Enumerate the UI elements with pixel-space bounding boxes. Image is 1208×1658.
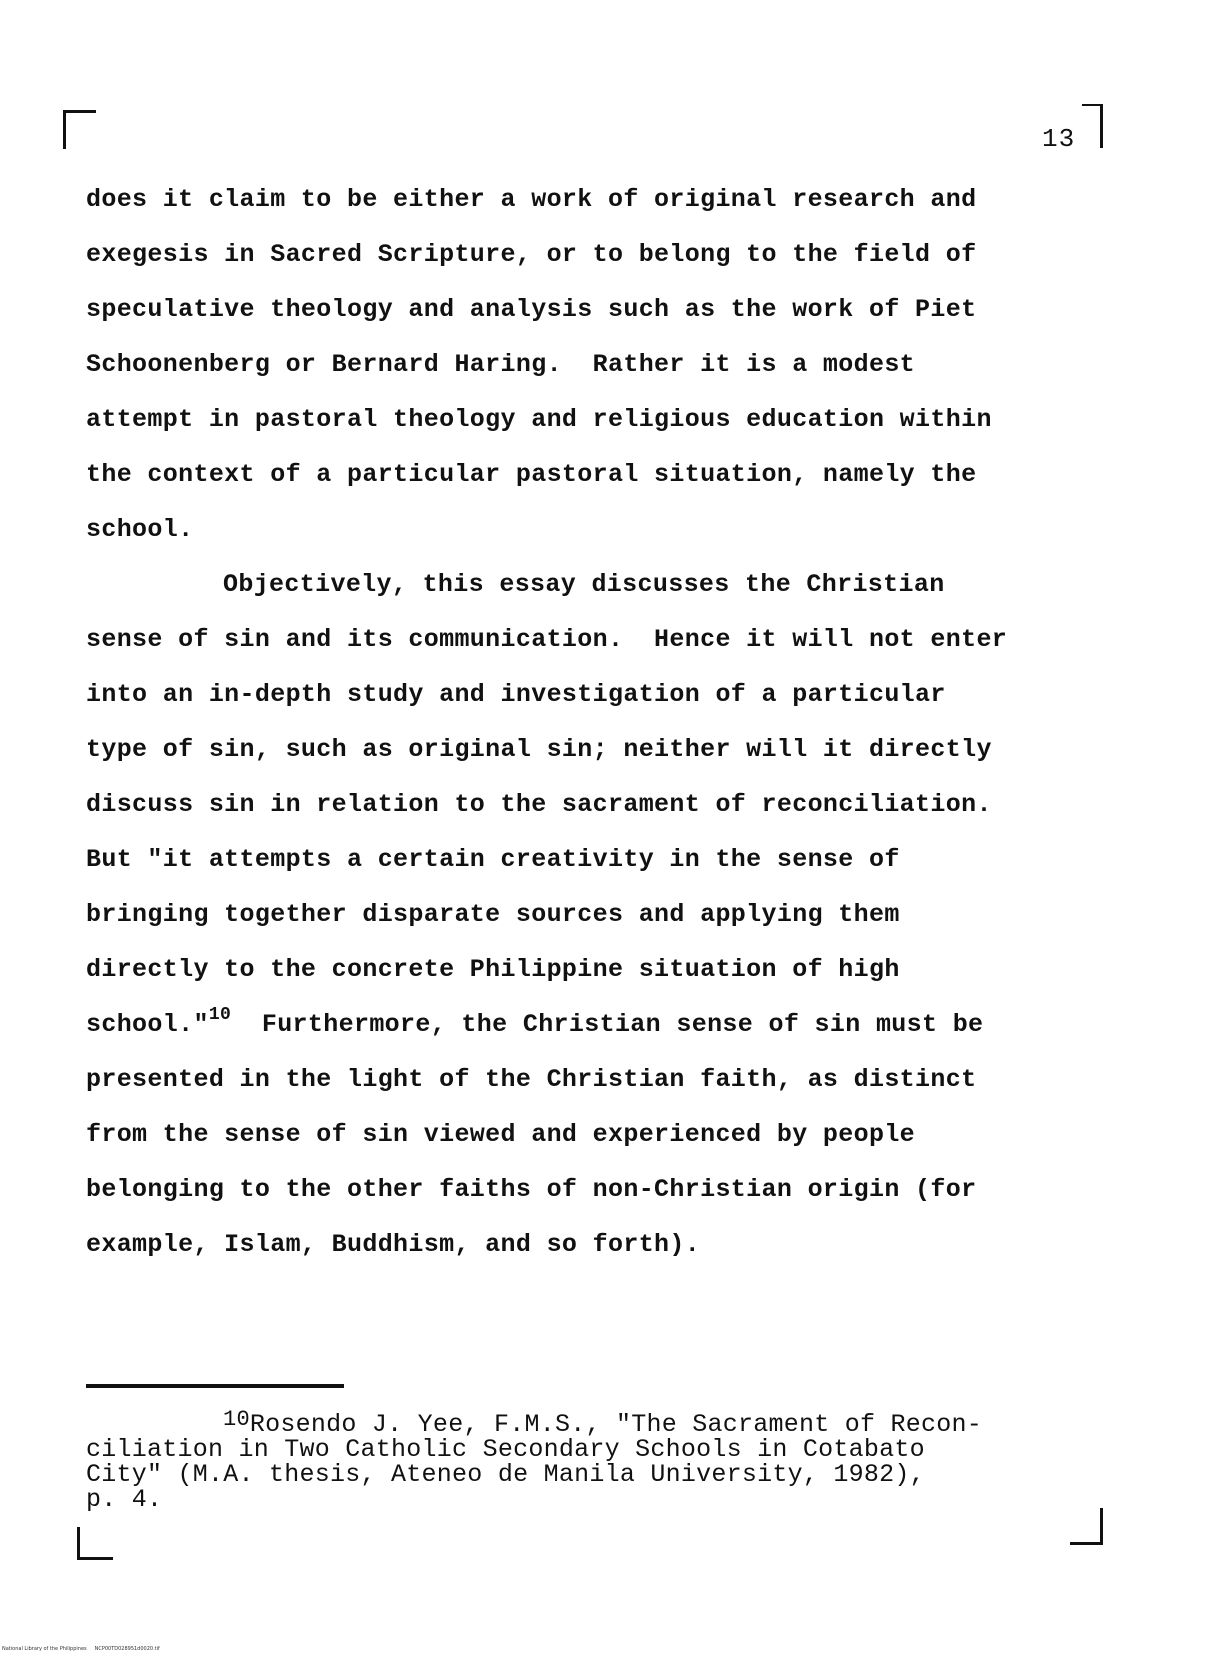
crop-mark-bottom-right xyxy=(1070,1508,1103,1545)
body-line: directly to the concrete Philippine situation of high xyxy=(86,955,900,984)
body-line: school. xyxy=(86,515,194,544)
body-line: does it claim to be either a work of original research and xyxy=(86,185,977,214)
footnote-separator xyxy=(86,1384,344,1388)
body-line: speculative theology and analysis such as the work of Piet xyxy=(86,295,977,324)
line-text: school." xyxy=(86,1010,209,1039)
body-line: sense of sin and its communication. Hence it will not enter xyxy=(86,625,1008,654)
library-stamp: National Library of the Philippines NCP00TD028951d0020.tif xyxy=(2,1646,160,1652)
body-text xyxy=(86,172,1106,1272)
footnote-line: City" (M.A. thesis, Ateneo de Manila University, 1982), xyxy=(86,1460,925,1489)
body-line: discuss sin in relation to the sacrament of reconciliation. xyxy=(86,790,992,819)
body-line: Schoonenberg or Bernard Haring. Rather it is a modest xyxy=(86,350,916,379)
footnote-line xyxy=(86,1407,1086,1439)
body-line: the context of a particular pastoral situation, namely the xyxy=(86,460,977,489)
body-line: bringing together disparate sources and applying them xyxy=(86,900,900,929)
body-line: attempt in pastoral theology and religious education within xyxy=(86,405,992,434)
footnote-line: p. 4. xyxy=(86,1485,163,1514)
body-line: presented in the light of the Christian faith, as distinct xyxy=(86,1065,977,1094)
body-line: But "it attempts a certain creativity in the sense of xyxy=(86,845,900,874)
crop-mark-top-right xyxy=(1082,104,1103,148)
crop-mark-top-left xyxy=(63,110,96,149)
body-line: exegesis in Sacred Scripture, or to belong to the field of xyxy=(86,240,977,269)
body-line: from the sense of sin viewed and experienced by people xyxy=(86,1120,916,1149)
body-line-indented: Objectively, this essay discusses the Christian xyxy=(223,570,945,599)
footnote-reference: 10 xyxy=(208,1005,232,1025)
page-number: 13 xyxy=(1042,124,1076,154)
body-line: belonging to the other faiths of non-Christian origin (for xyxy=(86,1175,977,1204)
footnote-marker: 10 xyxy=(223,1407,250,1432)
body-line: into an in-depth study and investigation of a particular xyxy=(86,680,946,709)
body-line: type of sin, such as original sin; neither will it directly xyxy=(86,735,992,764)
line-text: Furthermore, the Christian sense of sin must be xyxy=(231,1010,984,1039)
body-line: example, Islam, Buddhism, and so forth). xyxy=(86,1230,701,1259)
crop-mark-bottom-left xyxy=(77,1527,113,1560)
footnote xyxy=(86,1407,1086,1514)
footnote-text: Rosendo J. Yee, F.M.S., "The Sacrament of Recon- xyxy=(249,1410,983,1439)
body-line-with-footnote xyxy=(86,997,1106,1052)
footnote-line: ciliation in Two Catholic Secondary Schools in Cotabato xyxy=(86,1435,925,1464)
